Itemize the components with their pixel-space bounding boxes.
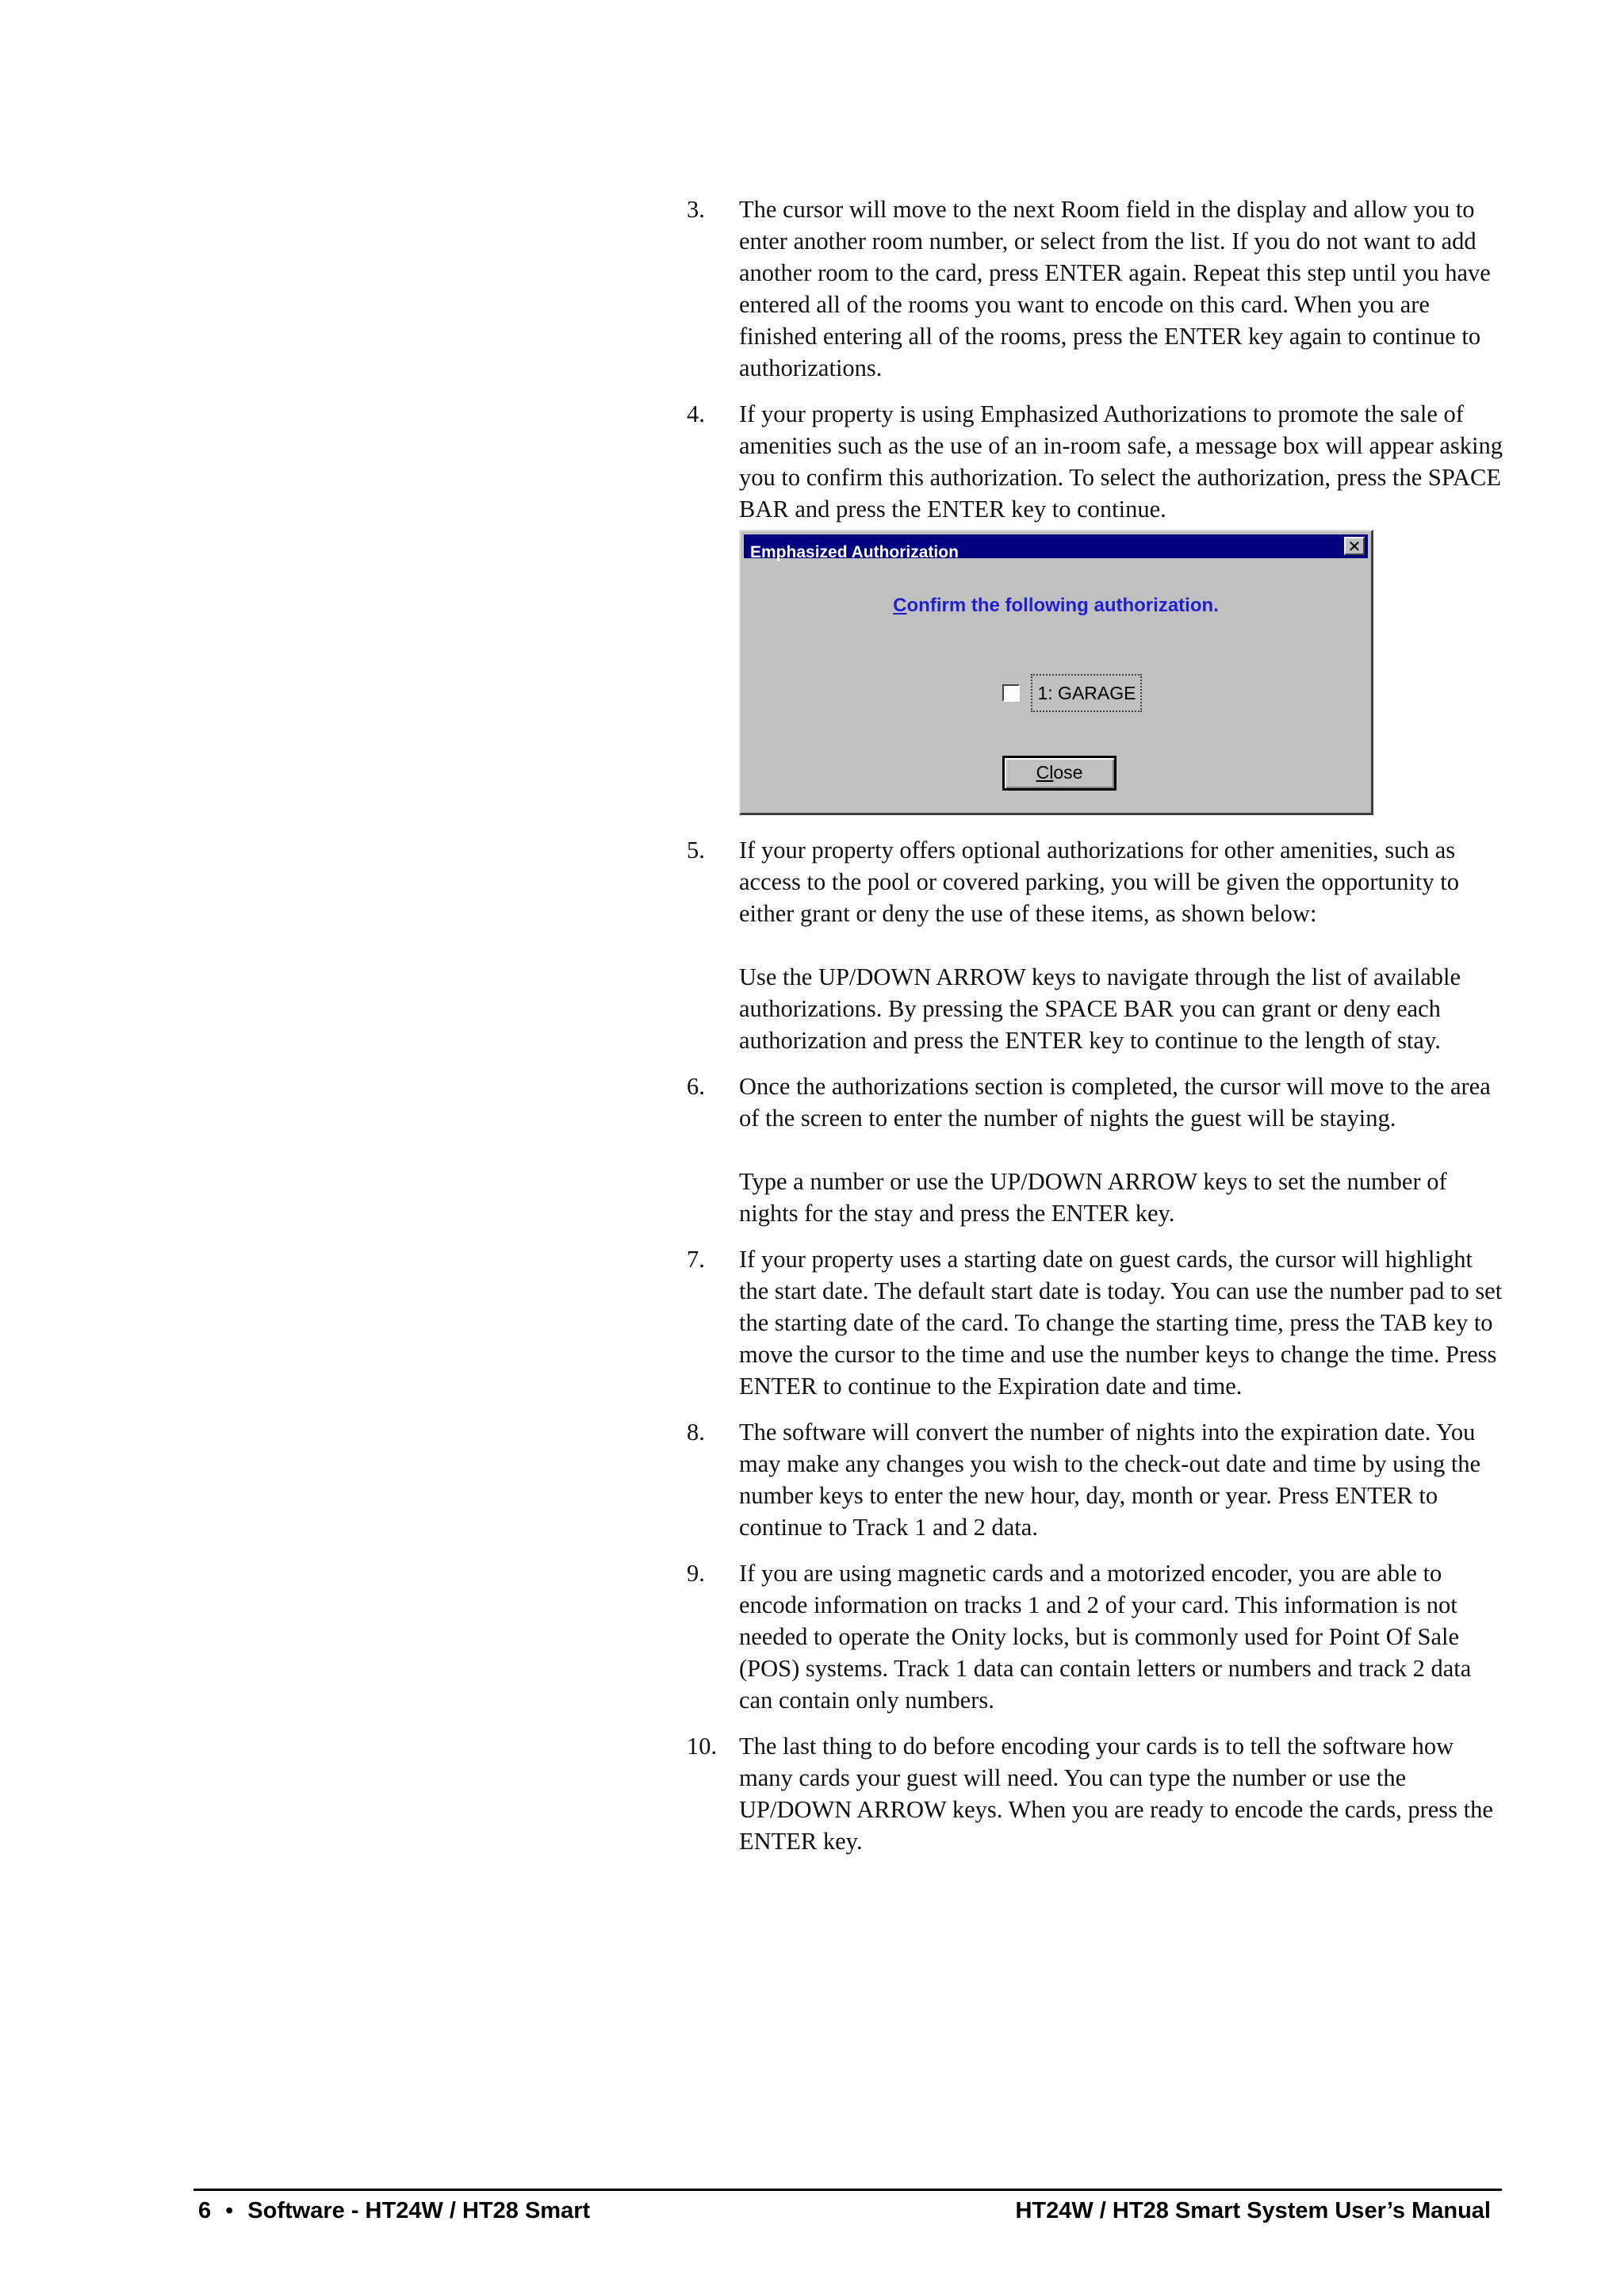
step-3 — [687, 193, 1503, 384]
step-8 — [687, 1416, 1503, 1543]
step-number: 6. — [687, 1073, 705, 1100]
footer-divider — [193, 2189, 1502, 2191]
step-number: 3. — [687, 196, 705, 223]
step-text-continued: Use the UP/DOWN ARROW keys to navigate through the list of available authorizations. By pressing the SPACE BAR you can grant or deny each authorization and press the ENTER key to continue to the length of stay. — [739, 963, 1461, 1054]
step-6 — [687, 1070, 1503, 1229]
step-number: 8. — [687, 1419, 705, 1446]
step-number: 9. — [687, 1560, 705, 1587]
step-7 — [687, 1243, 1503, 1402]
step-10 — [687, 1730, 1503, 1857]
step-text-continued: Type a number or use the UP/DOWN ARROW keys to set the number of nights for the stay and press the ENTER key. — [739, 1168, 1447, 1227]
step-5 — [687, 834, 1503, 1056]
garage-checkbox[interactable] — [1002, 684, 1020, 702]
step-9 — [687, 1557, 1503, 1716]
authorization-checkbox-row[interactable] — [1002, 674, 1142, 703]
garage-checkbox-label[interactable]: 1: GARAGE — [1031, 674, 1142, 712]
instruction-steps — [687, 193, 1503, 1871]
close-button-accelerator: Cl — [1036, 762, 1054, 783]
step-text: The last thing to do before encoding your cards is to tell the software how many cards your guest will need. You can type the number or use the UP/DOWN ARROW keys. When you are ready to encode the cards, press the ENTER key. — [739, 1733, 1493, 1855]
page-number: 6 — [198, 2198, 212, 2223]
step-4 — [687, 398, 1503, 815]
step-text: The cursor will move to the next Room field in the display and allow you to enter another room number, or select from the list. If you do not want to add another room to the card, press ENTER again. Repeat this step until you have entered all of the rooms you want to encode on this card. When you are finished entering all of the rooms, press the ENTER key again to continue to authorizations. — [739, 196, 1491, 381]
footer-left — [198, 2198, 590, 2224]
step-number: 10. — [687, 1733, 718, 1760]
footer-bullet: • — [225, 2198, 234, 2223]
close-button[interactable] — [1002, 756, 1116, 791]
footer-section: Software - HT24W / HT28 Smart — [247, 2198, 591, 2223]
dialog-prompt — [741, 590, 1371, 622]
close-icon[interactable]: ✕ — [1344, 537, 1365, 555]
close-button-label: ose — [1053, 762, 1083, 783]
footer-manual-title: HT24W / HT28 Smart System User’s Manual — [1015, 2198, 1491, 2223]
step-text: If your property is using Emphasized Authorizations to promote the sale of amenities such as the use of an in-room safe, a message box will appear asking you to confirm this authorization. To select the authorization, press the SPACE BAR and press the ENTER key to continue. — [739, 400, 1503, 523]
prompt-accelerator: C — [893, 595, 907, 616]
step-text: If your property offers optional authorizations for other amenities, such as access to the pool or covered parking, you will be given the opportunity to either grant or deny the use of these items, as shown below: — [739, 837, 1460, 927]
dialog-title: Emphasized Authorization — [750, 543, 959, 561]
step-text: If you are using magnetic cards and a motorized encoder, you are able to encode information on tracks 1 and 2 of your card. This information is not needed to operate the Onity locks, but is commonly used for Point Of Sale (POS) systems. Track 1 data can contain letters or numbers and track 2 data can contain only numbers. — [739, 1560, 1472, 1714]
step-number: 5. — [687, 837, 705, 864]
prompt-text: onfirm the following authorization. — [906, 595, 1219, 616]
step-text: The software will convert the number of nights into the expiration date. You may make any changes you wish to the check-out date and time by using the number keys to enter the new hour, day, month or year. Press ENTER to continue to Track 1 and 2 data. — [739, 1419, 1481, 1541]
step-text: Once the authorizations section is completed, the cursor will move to the area of the screen to enter the number of nights the guest will be staying. — [739, 1073, 1491, 1132]
dialog-titlebar — [744, 534, 1368, 561]
step-number: 4. — [687, 400, 705, 427]
step-number: 7. — [687, 1246, 705, 1273]
step-text: If your property uses a starting date on guest cards, the cursor will highlight the start date. The default start date is today. You can use the number pad to set the starting date of the card. To change the starting time, press the TAB key to move the cursor to the time and use the number keys to change the time. Press ENTER to continue to the Expiration date and time. — [739, 1246, 1503, 1400]
emphasized-authorization-dialog — [739, 530, 1373, 815]
